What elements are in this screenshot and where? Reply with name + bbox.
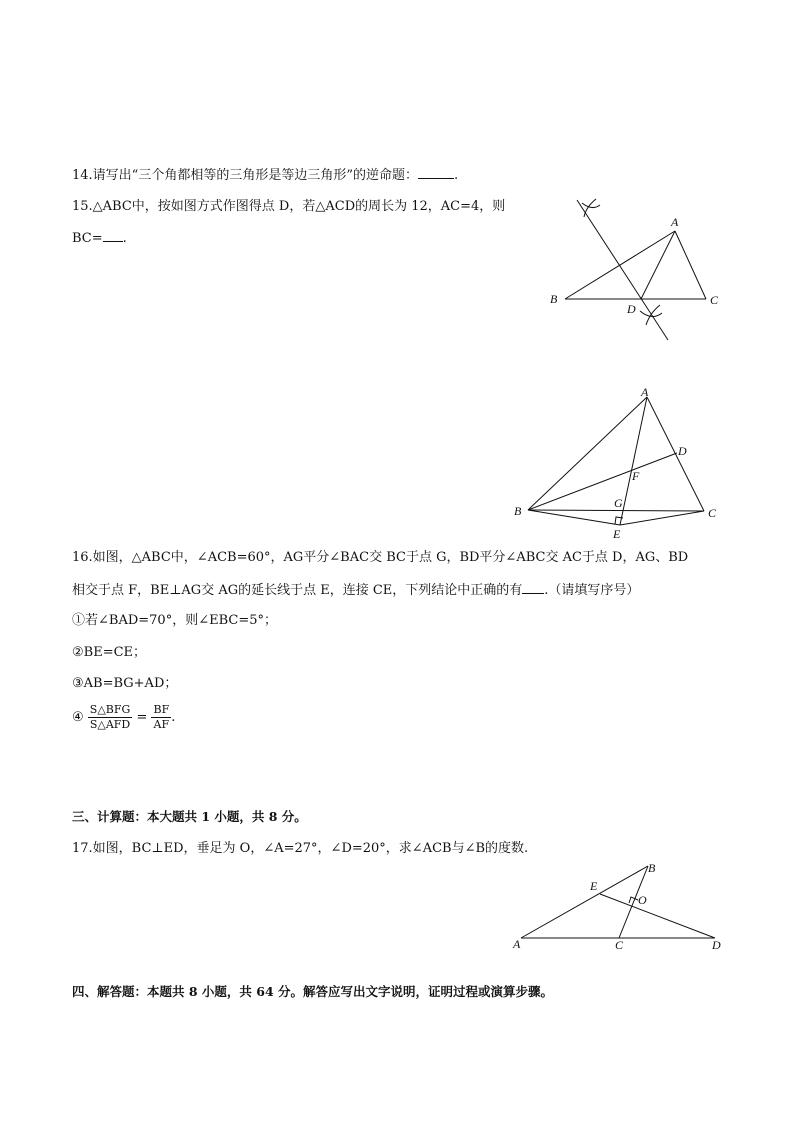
side-AC	[675, 231, 706, 299]
label-C: C	[710, 293, 719, 307]
perpendicular-bisector	[577, 200, 668, 340]
label-F: F	[632, 469, 640, 483]
question-16-line2-text: 相交于点 F，BE⊥AG交 AG的延长线于点 E，连接 CE，下列结论中正确的有	[72, 583, 523, 598]
question-14-end: .	[453, 168, 459, 183]
option-4-marker: ④	[72, 710, 84, 725]
label-E: E	[590, 879, 598, 893]
label-D: D	[678, 444, 687, 458]
question-14	[72, 166, 458, 185]
label-B: B	[514, 504, 522, 518]
answer-blank	[103, 229, 123, 242]
answer-blank	[418, 166, 454, 179]
area-denominator: S△AFD	[89, 718, 131, 731]
area-numerator: S△BFG	[89, 703, 131, 716]
label-B: B	[550, 292, 558, 306]
option-4-end: .	[171, 710, 176, 725]
label-A: A	[641, 385, 649, 399]
answer-blank	[522, 581, 544, 594]
label-D: D	[627, 302, 636, 316]
side-BC	[528, 510, 704, 511]
question-16-option-2: ②BE=CE；	[72, 645, 147, 660]
question-15-line2	[72, 229, 127, 248]
question-15-end: .	[122, 231, 127, 246]
side-AB	[528, 397, 647, 510]
segment-BD	[528, 453, 677, 510]
section-3-title: 三、计算题：本大题共 1 小题，共 8 分。	[72, 809, 307, 824]
question-14-text: 14.请写出“三个角都相等的三角形是等边三角形”的逆命题：	[72, 168, 418, 183]
question-17-text: 17.如图，BC⊥ED，垂足为 O，∠A=27°，∠D=20°，求∠ACB与∠B的度数.	[72, 841, 529, 856]
label-O: O	[638, 893, 647, 907]
label-B: B	[648, 861, 656, 875]
label-A: A	[513, 937, 521, 951]
segment-CE	[620, 511, 704, 525]
segment-numerator: BF	[153, 703, 170, 716]
question-16-option-4	[72, 702, 175, 734]
question-15-bc: BC=	[72, 231, 103, 246]
right-angle-mark	[615, 517, 623, 524]
question-16-option-3: ③AB=BG+AD；	[72, 676, 178, 691]
segment-ratio-fraction	[151, 703, 171, 732]
segment-ED	[600, 894, 715, 938]
label-C: C	[708, 506, 717, 520]
equals-sign: =	[136, 710, 148, 725]
label-D: D	[712, 938, 721, 952]
figure-q15	[540, 195, 740, 350]
area-ratio-fraction	[88, 703, 133, 732]
label-G: G	[614, 496, 623, 510]
segment-AE	[620, 397, 647, 525]
label-C: C	[615, 938, 624, 952]
label-E: E	[613, 527, 621, 541]
section-4-title: 四、解答题：本题共 8 小题，共 64 分。解答应写出文字说明，证明过程或演算步骤。	[72, 984, 554, 999]
segment-BE	[528, 510, 620, 525]
figure-q17	[505, 856, 735, 956]
question-16-option-1: ①若∠BAD=70°，则∠EBC=5°；	[72, 613, 277, 628]
figure-q16	[505, 383, 735, 543]
label-A: A	[671, 215, 679, 229]
question-16-line1: 16.如图，△ABC中，∠ACB=60°，AG平分∠BAC交 BC于点 G，BD平分∠ABC交 AC于点 D，AG、BD	[72, 550, 689, 565]
question-16-line2-end: .（请填写序号）	[544, 583, 640, 598]
question-15-line1: 15.△ABC中，按如图方式作图得点 D，若△ACD的周长为 12，AC=4，则	[72, 199, 506, 214]
question-16-line2	[72, 581, 639, 600]
segment-denominator: AF	[153, 718, 170, 731]
